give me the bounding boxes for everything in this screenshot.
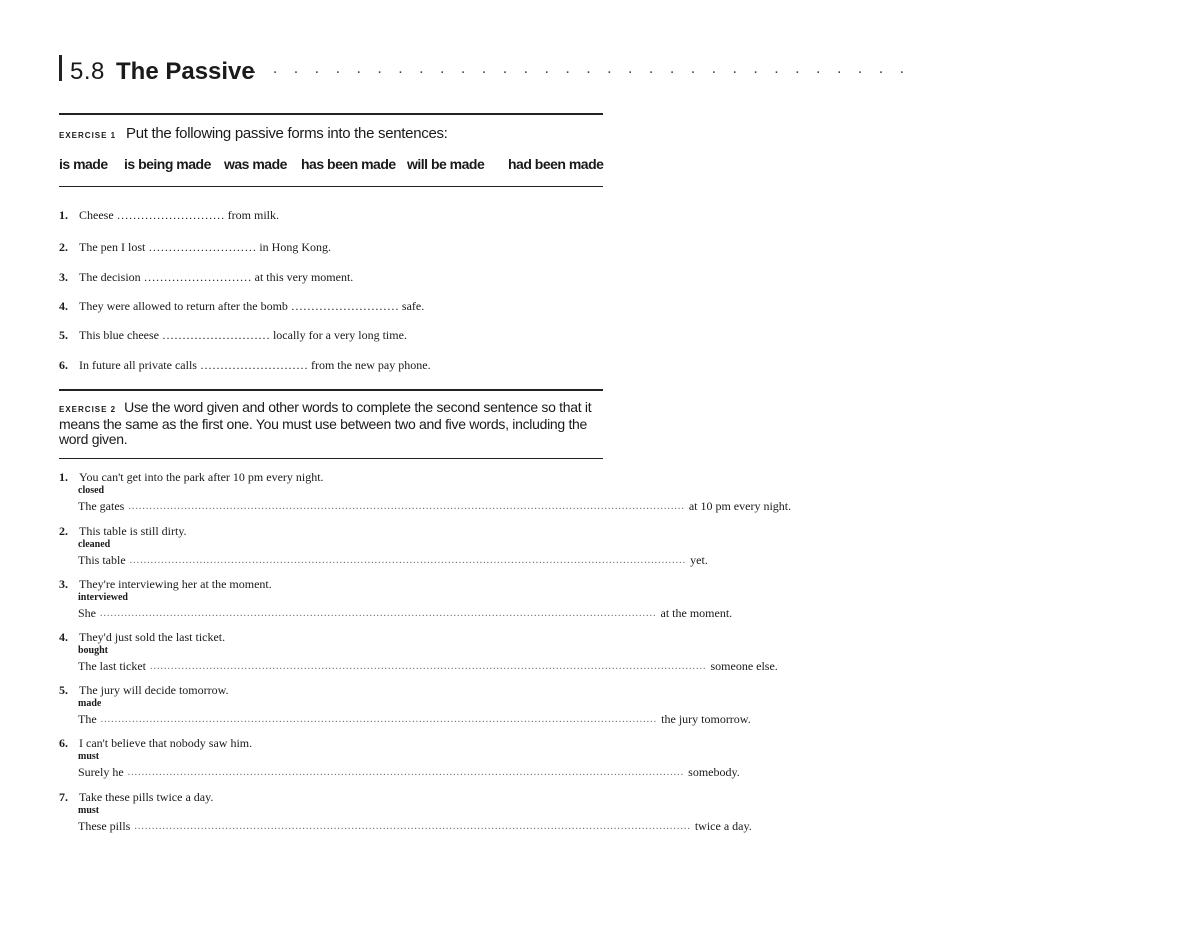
section-marker-bar <box>59 55 62 81</box>
divider <box>59 458 603 459</box>
exercise1-question: 2. The pen I lost ……………………… in Hong Kong. <box>59 240 331 254</box>
original-sentence: The jury will decide tomorrow. <box>79 683 229 697</box>
keyword: interviewed <box>78 592 128 603</box>
original-sentence: You can't get into the park after 10 pm every night. <box>79 470 324 484</box>
keyword: made <box>78 698 102 709</box>
answer-line: These pills ............................................................................................................................................................... twice a day. <box>78 819 752 833</box>
exercise2-instruction-block <box>59 400 603 447</box>
answer-line: This table ............................................................................................................................................................... yet. <box>78 553 708 567</box>
answer-blank[interactable]: ............................................................................................................................................................... <box>149 661 707 672</box>
exercise1-question: 3. The decision ……………………… at this very moment. <box>59 270 354 284</box>
original-sentence: They'd just sold the last ticket. <box>79 630 226 644</box>
answer-line: The gates ............................................................................................................................................................... at 10 pm every night. <box>78 499 792 513</box>
passive-form: is being made <box>124 156 211 172</box>
answer-blank[interactable]: ............................................................................................................................................................... <box>100 714 658 725</box>
exercise1-question: 4. They were allowed to return after the bomb ……………………… safe. <box>59 299 425 313</box>
original-sentence: I can't believe that nobody saw him. <box>79 736 253 750</box>
divider <box>59 113 603 115</box>
passive-form: was made <box>224 156 287 172</box>
passive-form: will be made <box>407 156 485 172</box>
original-sentence: This table is still dirty. <box>79 524 187 538</box>
answer-blank[interactable]: ............................................................................................................................................................... <box>129 555 687 566</box>
answer-blank[interactable]: ............................................................................................................................................................... <box>128 501 685 512</box>
section-number: 5.8 <box>70 58 105 85</box>
section-title: The Passive <box>116 58 255 85</box>
keyword: must <box>78 805 100 816</box>
exercise1-question: 1. Cheese ……………………… from milk. <box>59 208 279 222</box>
passive-form: had been made <box>508 156 604 172</box>
keyword: cleaned <box>78 539 111 550</box>
original-sentence: They're interviewing her at the moment. <box>79 577 272 591</box>
keyword: bought <box>78 645 109 656</box>
keyword: closed <box>78 485 105 496</box>
title-leader-dots: . . . . . . . . . . . . . . . . . . . . . . . . . . . . . . . . <box>252 60 911 77</box>
original-sentence: Take these pills twice a day. <box>79 790 214 804</box>
answer-blank[interactable]: ............................................................................................................................................................... <box>127 767 685 778</box>
answer-line: The last ticket ............................................................................................................................................................... someone else. <box>78 659 778 673</box>
passive-forms-list <box>59 156 603 176</box>
exercise1-tag: EXERCISE 1 <box>59 131 117 140</box>
answer-blank[interactable]: ............................................................................................................................................................... <box>134 821 691 832</box>
exercise1-instruction: Put the following passive forms into the sentences: <box>126 125 448 142</box>
exercise1-question: 5. This blue cheese ……………………… locally for a very long time. <box>59 328 407 342</box>
passive-form: is made <box>59 156 108 172</box>
worksheet-page: 5.8 The Passive . . . . . . . . . . . . . . . . . . . . . . . . . . . . . . . . EXERCISE 1 Put the following passive forms into the sentences: is made is being made was made has been made will be made had been made 1. Cheese ……………………… from milk. 2. The pen I lost ……………………… in Hong Kong. 3. The decision ……………………… at this very moment. 4. They were allowed to return after the bomb ……………………… safe. 5. This blue cheese ……………………… locally for a very long time. 6. In future all private calls ……………………… from the new pay phone. EXERCISE 2 Use the word given and other words to complete the second sentence so that it means the same as the first one. You must use between two and five words, including the word given. 1. You can't get into the park after 10 pm every night. closed The gates ............................................................................................................................................................... at 10 pm every night. 2. This table is still dirty. cleaned This table ............................................................................................................................................................... yet. 3. They're interviewing her at the moment. interviewed She ............................................................................................................................................................... at the moment. 4. They'd just sold the last ticket. bought The last ticket ............................................................................................................................................................... someone else. 5. The jury will decide tomorrow. made The ............................................................................................................................................................... the jury tomorrow. 6. I can't believe that nobody saw him. must Surely he ............................................................................................................................................................... somebody. 7. Take these pills twice a day. must These pills ............................................................................................................................................................... twice a day. <box>0 0 1200 927</box>
answer-line: The ............................................................................................................................................................... the jury tomorrow. <box>78 712 751 726</box>
exercise2-instruction: Use the word given and other words to complete the second sentence so that it means the same as the first one. You must use between two and five words, including the word given. <box>59 399 592 447</box>
passive-form: has been made <box>301 156 396 172</box>
exercise2-tag: EXERCISE 2 <box>59 405 117 414</box>
keyword: must <box>78 751 100 762</box>
answer-line: She ............................................................................................................................................................... at the moment. <box>78 606 733 620</box>
divider <box>59 186 603 187</box>
exercise1-question: 6. In future all private calls ……………………… from the new pay phone. <box>59 358 431 372</box>
answer-blank[interactable]: ............................................................................................................................................................... <box>100 608 657 619</box>
divider <box>59 389 603 391</box>
answer-line: Surely he ............................................................................................................................................................... somebody. <box>78 765 740 779</box>
